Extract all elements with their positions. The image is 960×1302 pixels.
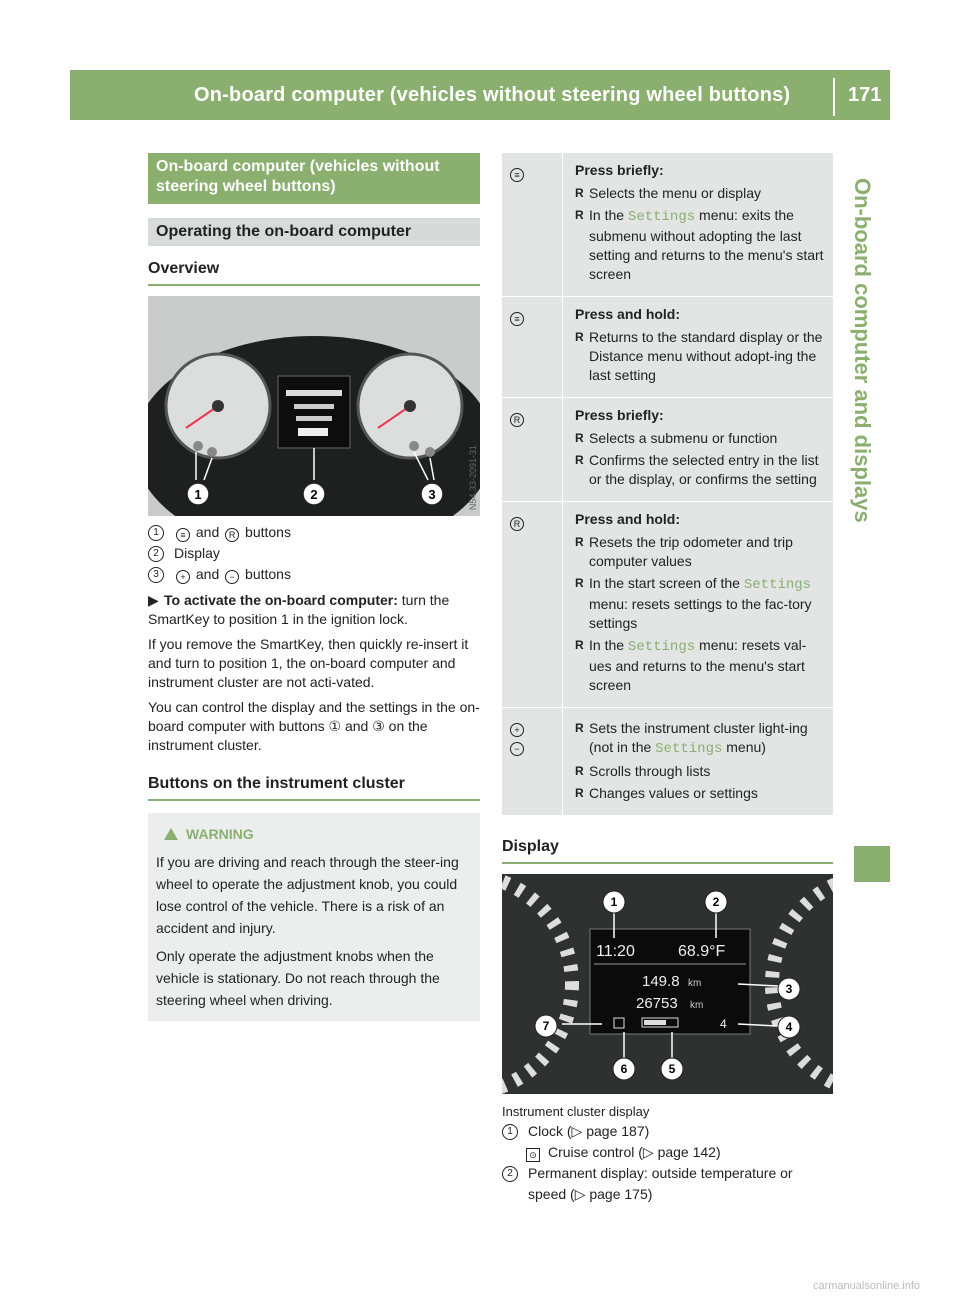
reset-button-icon: R (225, 528, 239, 542)
right-column (502, 153, 833, 1205)
settings-term: Settings (655, 741, 723, 757)
callout-1-icon: 1 (502, 1124, 518, 1140)
minus-button-icon: − (225, 570, 239, 584)
subsection-title: Operating the on-board computer (148, 218, 480, 246)
cluster-photo (148, 296, 480, 516)
display-gear: 4 (720, 1017, 727, 1031)
display-heading: Display (502, 838, 833, 864)
warning-box (148, 813, 480, 1021)
reset-button-icon: R (510, 517, 524, 531)
instruction-text: turn the SmartKey to position 1 in the ignition lock. (148, 592, 450, 627)
bullet-item: R Sets the instrument cluster light-ing (not in the Settings menu) (575, 720, 808, 757)
page-header (70, 70, 890, 120)
callout-2-icon: 2 (502, 1166, 518, 1182)
display-unit-2: km (690, 1000, 704, 1011)
bullet-item: R Confirms the selected entry in the list or the display, or confirms the setting (575, 452, 819, 487)
warning-title: WARNING (186, 826, 254, 842)
plus-button-icon: + (176, 570, 190, 584)
display-odo: 26753 (636, 995, 678, 1012)
display-unit-1: km (688, 978, 702, 989)
warning-triangle-icon (164, 828, 178, 840)
svg-text:2: 2 (310, 487, 318, 502)
display-caption: Instrument cluster display (502, 1104, 650, 1119)
settings-term: Settings (627, 639, 696, 655)
bullet-item: R In the Settings menu: exits the submenu without adopting the last setting and returns to the menu's start screen (575, 207, 824, 282)
header-divider (833, 78, 835, 116)
instruction-bold: To activate the on-board computer: (164, 592, 398, 608)
legend-item-2 (148, 543, 480, 564)
minus-button-icon: − (510, 742, 524, 756)
left-column (148, 153, 480, 1021)
table-row (502, 297, 833, 398)
warning-paragraph-1: If you are driving and reach through the steer-ing wheel to operate the adjustment knob, you could lose control of the vehicle. There is a risk of an accident and injury. (156, 854, 459, 936)
legend-text: Cruise control (▷ page 142) (548, 1144, 721, 1160)
row-heading: Press and hold: (575, 306, 681, 322)
overview-legend (148, 522, 480, 585)
reset-button-icon: R (510, 413, 524, 427)
svg-text:2: 2 (712, 895, 720, 909)
bullet-item: R In the Settings menu: resets val-ues and returns to the menu's start screen (575, 637, 807, 693)
display-trip: 149.8 (642, 973, 680, 990)
settings-term: Settings (627, 209, 696, 225)
legend-text: and (195, 566, 220, 582)
plus-button-icon: + (510, 723, 524, 737)
menu-button-icon: ≡ (510, 312, 524, 326)
display-illustration (502, 874, 833, 1094)
svg-text:3: 3 (428, 487, 436, 502)
legend-text: buttons (245, 566, 291, 582)
button-function-table (502, 153, 833, 816)
bullet-item: R Resets the trip odometer and trip computer values (575, 534, 793, 569)
legend-text: Clock (▷ page 187) (528, 1123, 650, 1139)
legend-text: Permanent display: outside temperature or speed (▷ page 175) (528, 1165, 793, 1202)
bullet-item: R Returns to the standard display or the Distance menu without adopt-ing the last setting (575, 329, 823, 383)
legend-item-3 (148, 564, 480, 585)
svg-text:6: 6 (620, 1062, 628, 1076)
svg-text:7: 7 (542, 1019, 550, 1033)
legend-text: Display (174, 545, 220, 561)
table-row (502, 153, 833, 297)
display-photo (502, 874, 833, 1094)
svg-text:1: 1 (610, 895, 618, 909)
legend-item-1 (502, 1121, 833, 1142)
svg-text:5: 5 (668, 1062, 676, 1076)
instruction (148, 591, 480, 629)
paragraph-1: If you remove the SmartKey, then quickly re-insert it and turn to position 1, the on-board computer and instrument cluster are not acti-vated. (148, 636, 469, 690)
display-temp: 68.9°F (678, 943, 726, 960)
table-row (502, 708, 833, 816)
svg-text:3: 3 (785, 982, 793, 996)
figure-code: N54.33-2091-31 (468, 444, 478, 510)
legend-item-2 (502, 1163, 833, 1205)
legend-item-1 (148, 522, 480, 543)
callout-1-icon: 1 (148, 525, 164, 541)
legend-subitem (502, 1142, 833, 1163)
bullet-item: R Selects the menu or display (575, 185, 761, 201)
header-title: On-board computer (vehicles without steering wheel buttons) (194, 84, 791, 106)
menu-button-icon: ≡ (176, 528, 190, 542)
bullet-item: R Scrolls through lists (575, 763, 711, 779)
row-heading: Press and hold: (575, 511, 681, 527)
menu-button-icon: ≡ (510, 168, 524, 182)
callout-2-icon: 2 (148, 546, 164, 562)
table-row (502, 398, 833, 502)
svg-text:4: 4 (785, 1020, 793, 1034)
warning-paragraph-2: Only operate the adjustment knobs when the vehicle is stationary. Do not reach through the steering wheel when driving. (156, 948, 440, 1008)
side-tab-label: On-board computer and displays (850, 178, 875, 523)
display-legend (502, 1121, 833, 1205)
bullet-item: R Changes values or settings (575, 785, 758, 801)
table-row (502, 502, 833, 708)
footer-watermark: carmanualsonline.info (812, 1280, 920, 1292)
row-heading: Press briefly: (575, 407, 664, 423)
legend-text: buttons (245, 524, 291, 540)
arrow-icon: ▶ (148, 592, 159, 608)
section-title: On-board computer (vehicles without steering wheel buttons) (148, 153, 480, 204)
settings-term: Settings (743, 577, 812, 593)
side-tab-marker (854, 846, 890, 882)
legend-text: and (195, 524, 220, 540)
paragraph-2: You can control the display and the settings in the on-board computer with buttons ① and ③ on the instrument cluster. (148, 699, 480, 753)
bullet-item: R In the start screen of the Settings menu: resets settings to the fac-tory settings (575, 575, 812, 631)
row-heading: Press briefly: (575, 162, 664, 178)
display-time: 11:20 (596, 943, 635, 960)
cluster-illustration (148, 296, 480, 516)
callout-3-icon: 3 (148, 567, 164, 583)
cruise-control-icon: ⊙ (526, 1148, 540, 1162)
overview-heading: Overview (148, 260, 480, 286)
buttons-heading: Buttons on the instrument cluster (148, 775, 480, 801)
bullet-item: R Selects a submenu or function (575, 430, 778, 446)
page-number: 171 (848, 84, 882, 106)
svg-text:1: 1 (194, 487, 202, 502)
